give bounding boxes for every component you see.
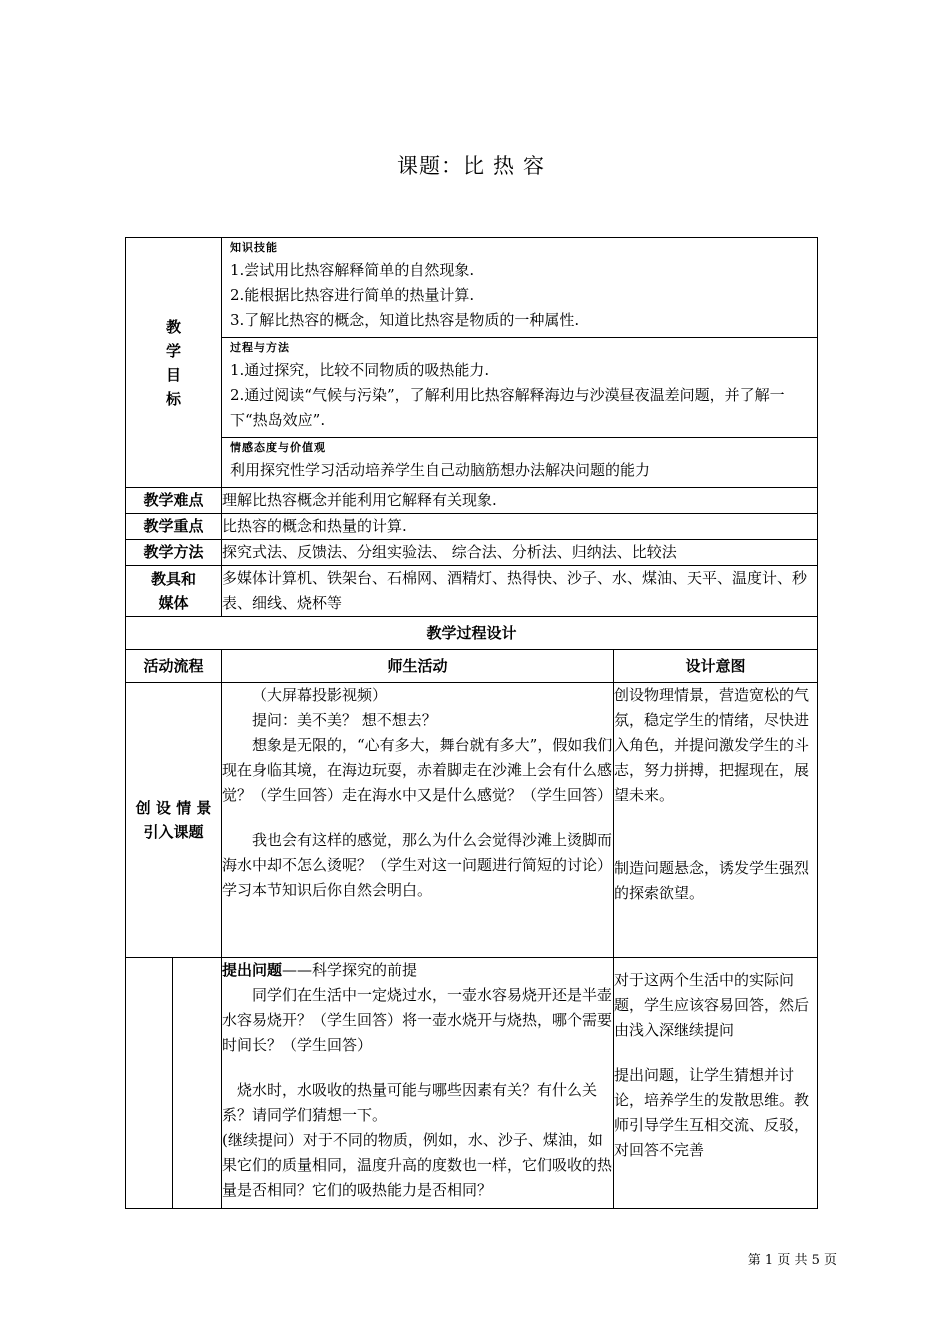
paragraph: 提问：美不美？ 想不想去？ bbox=[252, 711, 437, 729]
objectives-process-row bbox=[126, 338, 818, 438]
method-value: 探究式法、反馈法、分组实验法、 综合法、分析法、归纳法、比较法 bbox=[222, 540, 818, 566]
difficulty-row bbox=[126, 488, 818, 514]
stage2-row bbox=[126, 958, 818, 1209]
header-activity: 师生活动 bbox=[222, 650, 614, 683]
section-heading: 情感态度与价值观 bbox=[230, 441, 326, 454]
text-line: 1.尝试用比热容解释简单的自然现象. bbox=[230, 261, 475, 279]
paragraph: 提出问题，让学生猜想并讨论，培养学生的发散思维。教师引导学生互相交流、反驳，对回答不完善 bbox=[614, 1066, 810, 1159]
paragraph: 同学们在生活中一定烧过水，一壶水容易烧开还是半壶水容易烧开？（学生回答）将一壶水烧开与烧热，哪个需要时间长？（学生回答） bbox=[222, 986, 613, 1054]
stage1-label: 创 设 情 景 引入课题 bbox=[126, 683, 222, 958]
paragraph: 制造问题悬念，诱发学生强烈的探索欲望。 bbox=[614, 859, 810, 902]
paragraph: (继续提问）对于不同的物质，例如，水、沙子、煤油，如果它们的质量相同，温度升高的度数也一样，它们吸收的热量是否相同？它们的吸热能力是否相同？ bbox=[222, 1131, 613, 1199]
process-header-row bbox=[126, 650, 818, 683]
media-row bbox=[126, 566, 818, 617]
focus-row bbox=[126, 514, 818, 540]
stage1-intent bbox=[614, 683, 818, 958]
text-line: 1.通过探究，比较不同物质的吸热能力. bbox=[230, 361, 490, 379]
page-title: 课题：比热容 bbox=[397, 154, 553, 178]
stage1-activity bbox=[222, 683, 614, 958]
stage2-label bbox=[126, 958, 222, 1209]
objectives-knowledge-row bbox=[126, 238, 818, 338]
lesson-plan-table bbox=[125, 237, 818, 1209]
section-heading: 过程与方法 bbox=[230, 341, 290, 354]
objectives-knowledge-cell bbox=[222, 238, 818, 338]
stage2-heading: 提出问题——科学探究的前提 bbox=[222, 961, 418, 979]
difficulty-label: 教学难点 bbox=[126, 488, 222, 514]
stage1-row bbox=[126, 683, 818, 958]
paragraph: （大屏幕投影视频） bbox=[252, 686, 388, 704]
objectives-attitude-cell bbox=[222, 438, 818, 488]
text-line: 2.能根据比热容进行简单的热量计算. bbox=[230, 286, 475, 304]
difficulty-value: 理解比热容概念并能利用它解释有关现象. bbox=[222, 488, 818, 514]
media-label: 教具和 媒体 bbox=[126, 566, 222, 617]
paragraph: 烧水时，水吸收的热量可能与哪些因素有关？有什么关系？请同学们猜想一下。 bbox=[222, 1081, 598, 1124]
objectives-label: 教 学 目 标 bbox=[126, 238, 222, 488]
process-title-row bbox=[126, 617, 818, 650]
focus-label: 教学重点 bbox=[126, 514, 222, 540]
paragraph: 想象是无限的，“心有多大，舞台就有多大”，假如我们现在身临其境，在海边玩耍，赤着脚走在沙滩上会有什么感觉？（学生回答）走在海水中又是什么感觉？（学生回答） bbox=[222, 736, 613, 804]
page-footer: 第 1 页 共 5 页 bbox=[747, 1253, 837, 1268]
focus-value: 比热容的概念和热量的计算. bbox=[222, 514, 818, 540]
method-row bbox=[126, 540, 818, 566]
stage2-intent bbox=[614, 958, 818, 1209]
stage2-activity bbox=[222, 958, 614, 1209]
text-line: 利用探究性学习活动培养学生自己动脑筋想办法解决问题的能力 bbox=[230, 461, 651, 479]
text-line: 2.通过阅读“气候与污染”，了解利用比热容解释海边与沙漠昼夜温差问题，并了解一下“热岛效应”. bbox=[230, 386, 785, 429]
paragraph: 我也会有这样的感觉，那么为什么会觉得沙滩上烫脚而海水中却不怎么烫呢？（学生对这一问题进行简短的讨论）学习本节知识后你自然会明白。 bbox=[222, 831, 613, 899]
process-section-title: 教学过程设计 bbox=[126, 617, 818, 650]
section-heading: 知识技能 bbox=[230, 241, 278, 254]
objectives-attitude-row bbox=[126, 438, 818, 488]
paragraph: 创设物理情景，营造宽松的气氛，稳定学生的情绪，尽快进入角色，并提问激发学生的斗志，努力拼搏，把握现在，展望未来。 bbox=[614, 686, 810, 804]
text-line: 3.了解比热容的概念，知道比热容是物质的一种属性. bbox=[230, 311, 580, 329]
media-value: 多媒体计算机、铁架台、石棉网、酒精灯、热得快、沙子、水、煤油、天平、温度计、秒表、细线、烧杯等 bbox=[222, 566, 818, 617]
paragraph: 对于这两个生活中的实际问题，学生应该容易回答，然后由浅入深继续提问 bbox=[614, 971, 810, 1039]
header-flow: 活动流程 bbox=[126, 650, 222, 683]
header-intent: 设计意图 bbox=[614, 650, 818, 683]
objectives-process-cell bbox=[222, 338, 818, 438]
method-label: 教学方法 bbox=[126, 540, 222, 566]
